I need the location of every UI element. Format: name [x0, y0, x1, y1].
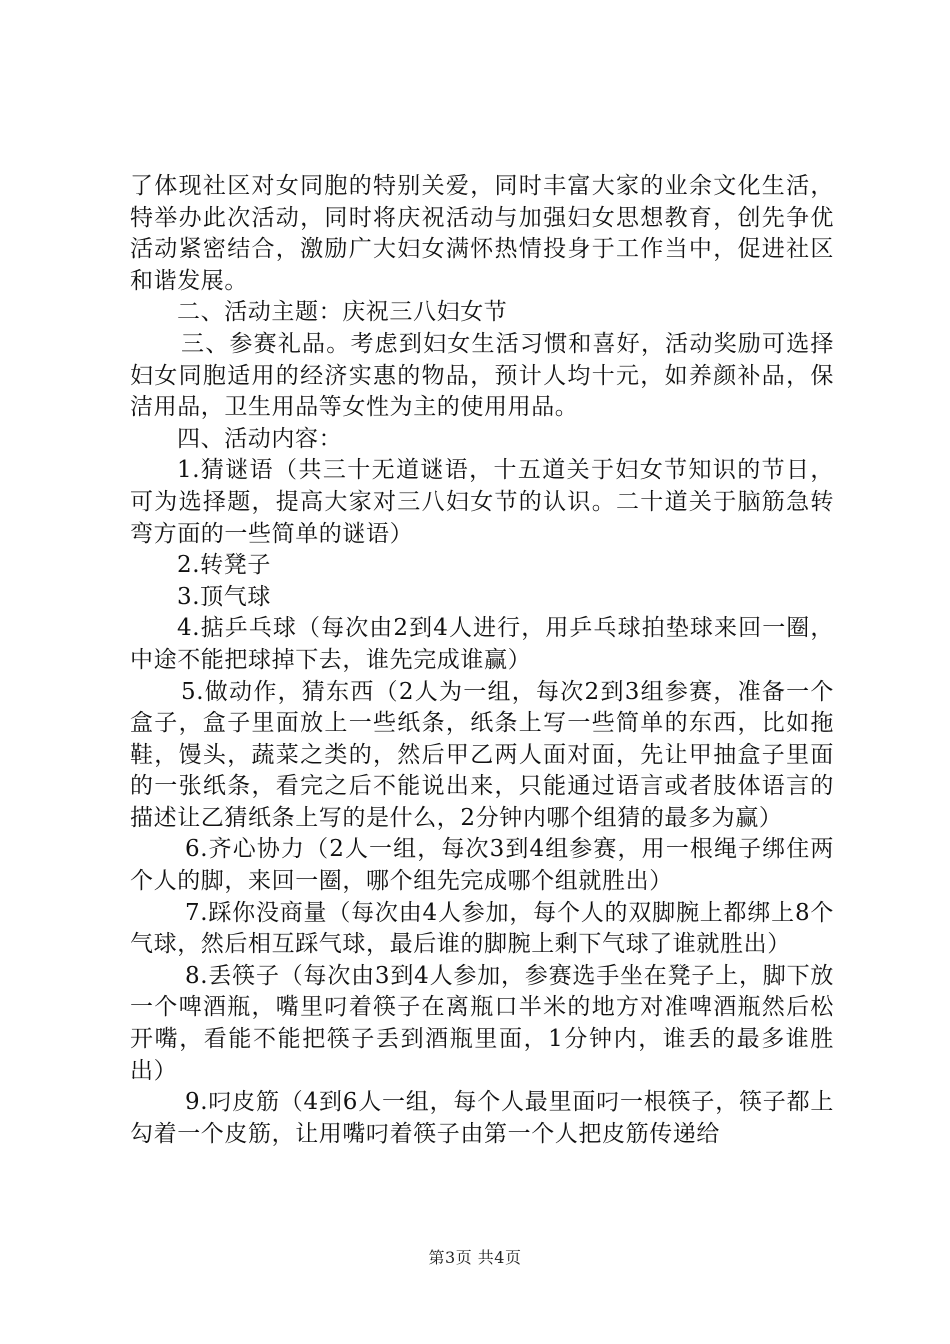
paragraph-prizes: 三、参赛礼品。考虑到妇女生活习惯和喜好，活动奖励可选择妇女同胞适用的经济实惠的物品，预计人均十元，如养颜补品，保洁用品，卫生用品等女性为主的使用用品。: [130, 330, 834, 421]
paragraph-item-6: 6.齐心协力（2人一组，每次3到4组参赛，用一根绳子绑住两个人的脚，来回一圈，哪个组先完成哪个组就胜出）: [130, 836, 834, 895]
paragraph-item-4: 4.掂乒乓球（每次由2到4人进行，用乒乓球拍垫球来回一圈，中途不能把球掉下去，谁先完成谁赢）: [130, 615, 834, 673]
paragraph-intro-continued: 了体现社区对女同胞的特别关爱，同时丰富大家的业余文化生活，特举办此次活动，同时将庆祝活动与加强妇女思想教育，创先争优活动紧密结合，激励广大妇女满怀热情投身于工作当中，促进社区和谐发展。: [130, 173, 834, 294]
paragraph-item-7: 7.踩你没商量（每次由4人参加，每个人的双脚腕上都绑上8个气球，然后相互踩气球，最后谁的脚腕上剩下气球了谁就胜出）: [130, 899, 834, 958]
paragraph-content-heading: 四、活动内容：: [177, 425, 343, 452]
paragraph-item-8: 8.丢筷子（每次由3到4人参加，参赛选手坐在凳子上，脚下放一个啤酒瓶，嘴里叼着筷子在离瓶口半米的地方对准啤酒瓶然后松开嘴，看能不能把筷子丢到酒瓶里面，1分钟内，谁丢的最多谁胜出）: [130, 962, 834, 1084]
paragraph-item-5: 5.做动作，猜东西（2人为一组，每次2到3组参赛，准备一个盒子，盒子里面放上一些纸条，纸条上写一些简单的东西，比如拖鞋，馒头，蔬菜之类的，然后甲乙两人面对面，先让甲抽盒子里面的一张纸条，看完之后不能说出来，只能通过语言或者肢体语言的描述让乙猜纸条上写的是什么，2分钟内哪个组猜的最多为赢）: [130, 678, 834, 831]
paragraph-item-1: 1.猜谜语（共三十无道谜语，十五道关于妇女节知识的节日，可为选择题，提高大家对三八妇女节的认识。二十道关于脑筋急转弯方面的一些简单的谜语）: [130, 457, 834, 547]
document-body: [130, 171, 834, 1150]
paragraph-item-2: 2.转凳子: [177, 552, 271, 579]
page-number-footer: 第3页 共4页: [428, 1248, 522, 1267]
paragraph-theme: 二、活动主题：庆祝三八妇女节: [177, 299, 508, 326]
paragraph-item-3: 3.顶气球: [177, 583, 271, 610]
paragraph-item-9: 9.叼皮筋（4到6人一组，每个人最里面叼一根筷子，筷子都上勾着一个皮筋，让用嘴叼着筷子由第一个人把皮筋传递给: [130, 1089, 834, 1147]
